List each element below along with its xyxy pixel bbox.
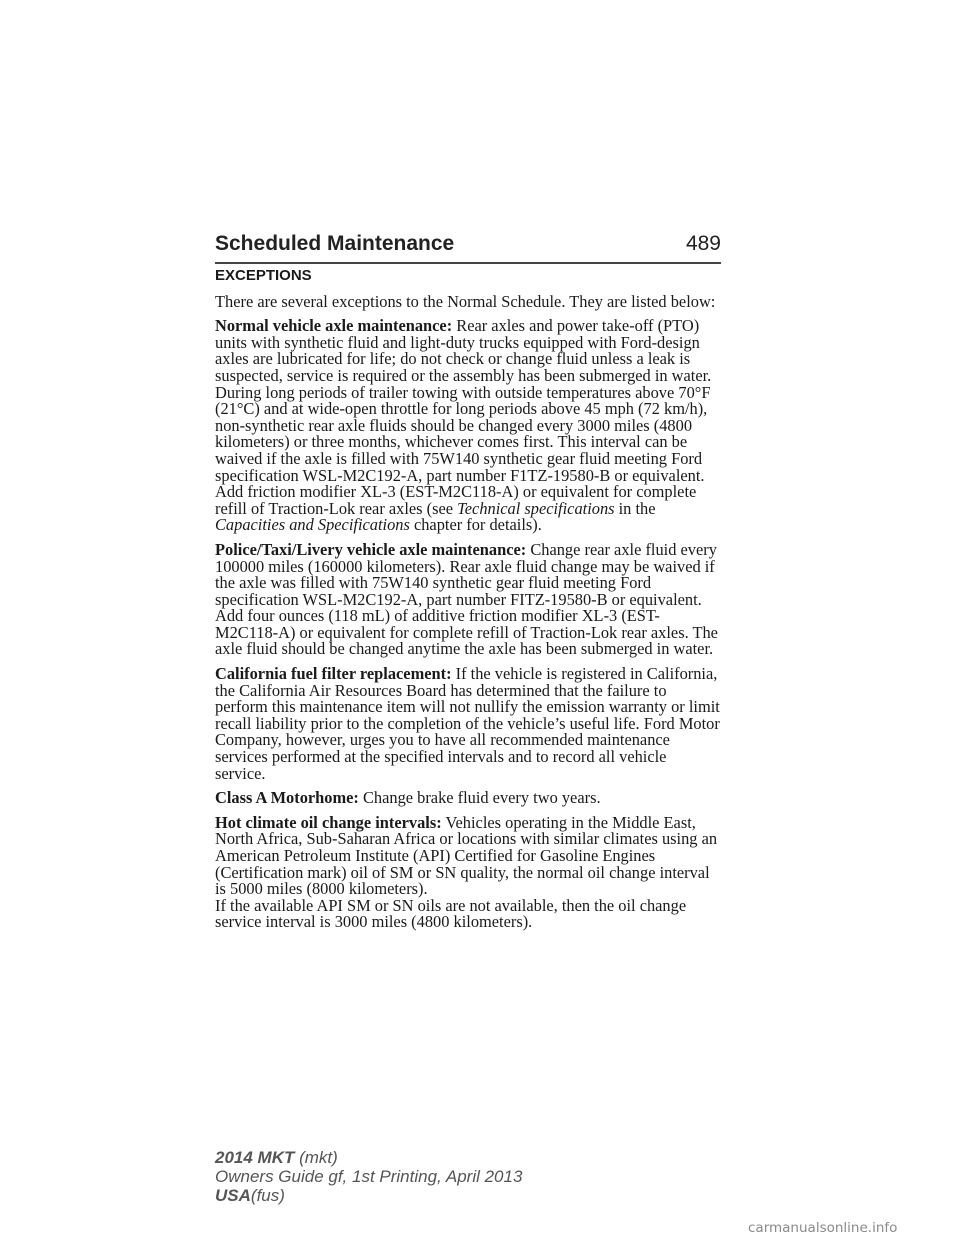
normal-axle-paragraph: [215, 318, 721, 534]
closing-paragraph: If the available API SM or SN oils are not available, then the oil change service interval is 3000 miles (4800 kilometers).: [215, 895, 687, 932]
footer-code: (mkt): [299, 1148, 338, 1167]
hot-climate-paragraph: [215, 812, 721, 899]
footer-line: [215, 1148, 522, 1167]
footer-model: 2014 MKT: [215, 1148, 295, 1167]
print-footer: [215, 1148, 522, 1205]
paragraph-text: Change rear axle fluid every 100000 miles (160000 kilometers). Rear axle fluid change may be waived if the axle was filled with 75W140 synthetic gear fluid meeting Ford specification WSL-M2C192-A, part number FITZ-19580-B or equivalent. Add four ounces (118 mL) of additive friction modifier XL-3 (EST-M2C118-A) or equivalent for complete refill of Traction-Lok rear axles. The axle fluid should be changed anytime the axle has been submerged in water.: [215, 539, 718, 659]
site-watermark: carmanualsonline.info: [748, 1220, 898, 1236]
footer-market: USA: [215, 1186, 251, 1205]
cross-reference: Capacities and Specifications: [215, 515, 410, 535]
paragraph-text: If the vehicle is registered in California, the California Air Resources Board has determined that the failure to perform this maintenance item will not nullify the emission warranty or limit recall liability prior to the completion of the vehicle’s useful life. Ford Motor Company, however, urges you to have all recommended maintenance services performed at the specified intervals and to record all vehicle service.: [215, 664, 720, 783]
paragraph-text: Rear axles and power take-off (PTO) units with synthetic fluid and light-duty trucks equipped with Ford-design axles are lubricated for life; do not check or change fluid unless a leak is suspected, service is required or the assembly has been submerged in water. During long periods of trailer towing with outside temperatures above 70°F (21°C) and at wide-open throttle for long periods above 45 mph (72 km/h), non-synthetic rear axle fluids should be changed every 3000 miles (4800 kilometers) or three months, whichever comes first. This interval can be waived if the axle is filled with 75W140 synthetic gear fluid meeting Ford specification WSL-M2C192-A, part number F1TZ-19580-B or equivalent. Add friction modifier XL-3 (EST-M2C118-A) or equivalent for complete refill of Traction-Lok rear axles (see: [215, 316, 712, 518]
footer-line: Owners Guide gf, 1st Printing, April 2013: [215, 1167, 523, 1186]
paragraph-lead: Class A Motorhome:: [215, 788, 359, 808]
police-axle-paragraph: [215, 539, 721, 659]
paragraph-text: Change brake fluid every two years.: [362, 788, 601, 808]
header-divider: [215, 262, 721, 264]
california-filter-paragraph: [215, 666, 721, 782]
paragraph-lead: Normal vehicle axle maintenance:: [215, 316, 453, 336]
paragraph-lead: Police/Taxi/Livery vehicle axle maintenance:: [215, 539, 527, 559]
paragraph-text: chapter for details).: [413, 515, 542, 535]
paragraph-lead: Hot climate oil change intervals:: [215, 812, 442, 832]
paragraph-text: Vehicles operating in the Middle East, North Africa, Sub-Saharan Africa or locations with similar climates using an American Petroleum Institute (API) Certified for Gasoline Engines (Certification mark) oil of SM or SN quality, the normal oil change interval is 5000 miles (8000 kilometers).: [215, 812, 718, 899]
page-number: 489: [685, 232, 721, 255]
intro-paragraph: There are several exceptions to the Normal Schedule. They are listed below:: [215, 291, 716, 311]
paragraph-text: in the: [618, 498, 656, 518]
page-body: [215, 268, 721, 939]
footer-code: (fus): [250, 1186, 285, 1205]
exceptions-heading: EXCEPTIONS: [215, 267, 312, 284]
cross-reference: Technical specifications: [457, 498, 615, 518]
footer-line: [215, 1186, 522, 1205]
page-header: [215, 232, 721, 258]
paragraph-lead: California fuel filter replacement:: [215, 664, 452, 684]
motorhome-paragraph: [215, 790, 721, 807]
section-title: Scheduled Maintenance: [215, 232, 455, 255]
